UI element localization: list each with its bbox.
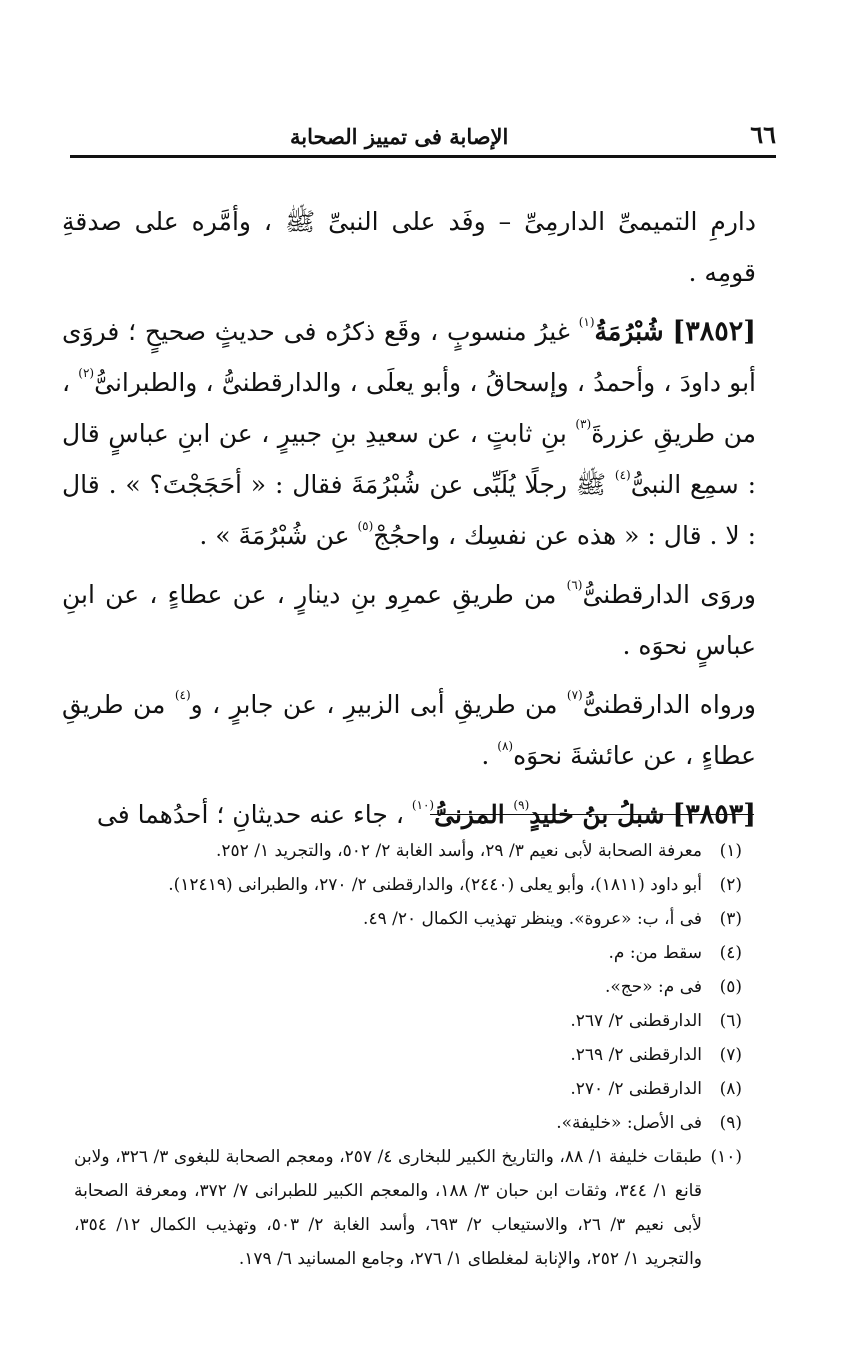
footnote-text: الدارقطنى ٢/ ٢٦٩. (570, 1045, 702, 1065)
footnote (74, 1038, 742, 1072)
footnote (74, 868, 742, 902)
footnote-number: (٨) (719, 1079, 742, 1099)
footnote-text: فى م: «حج». (604, 977, 702, 997)
paragraph-daraqutni-1 (62, 569, 756, 671)
footnote-ref[interactable]: (٩) (513, 798, 530, 812)
entry-text: بنِ ثابتٍ ، عن سعيدِ بنِ جبيرٍ ، عن ابنِ عباسٍ قال : سمِع النبىُّ (62, 419, 756, 499)
footnote-text: فى الأصل: «خليفة». (556, 1113, 702, 1133)
paragraph-text: من طريقِ عمرِو بنِ دينارٍ ، عن عطاءٍ ، عن ابنِ عباسٍ نحوَه . (62, 580, 756, 660)
entry-name: شبلُ بنُ خليدٍ (529, 800, 665, 829)
entry-3852 (62, 306, 756, 561)
footnote-number: (٢) (719, 875, 742, 895)
footnote-number: (٩) (719, 1113, 742, 1133)
footnote-text: معرفة الصحابة لأبى نعيم ٣/ ٢٩، وأسد الغابة ٢/ ٥٠٢، والتجريد ١/ ٢٥٢. (216, 841, 702, 861)
footnote-number: (٤) (719, 943, 742, 963)
footnote-ref[interactable]: (٣) (575, 417, 592, 431)
footnote-number: (١٠) (710, 1147, 742, 1167)
entry-number: [٣٨٥٣] (672, 799, 756, 830)
footnote-ref[interactable]: (٢) (78, 366, 95, 380)
paragraph-daraqutni-2 (62, 679, 756, 781)
footnote-text: سقط من: م. (608, 943, 702, 963)
page-header (70, 118, 776, 158)
footnote-text: فى أ، ب: «عروة». وينظر تهذيب الكمال ٢٠/ ٤٩. (363, 909, 702, 929)
entry-name: شُبْرُمَةُ (594, 317, 664, 346)
footnote-number: (٧) (719, 1045, 742, 1065)
entry-text: عن شُبْرُمَةَ » . (199, 521, 358, 550)
paragraph-continuation: دارمِ التميمىِّ الدارمِىِّ – وفَد على النبىِّ ﷺ ، وأمَّره على صدقةِ قومِه . (62, 207, 756, 287)
footnotes (74, 834, 742, 1276)
entry-text: ﷺ رجلًا يُلَبِّى عن شُبْرُمَةَ فقال : « أحَجَجْتَ؟ » . قال : لا . قال : « هذه عن نفسِك ، واحجُجْ (62, 470, 756, 550)
footnote-number: (١) (719, 841, 742, 861)
paragraph-text: من طريقِ عطاءٍ ، عن عائشةَ نحوَه (62, 690, 756, 770)
entry-name-nisba: المزنىُّ (434, 800, 514, 829)
entry-text: ، جاء عنه حديثانِ ؛ أحدُهما فى (96, 800, 412, 829)
footnote-text: طبقات خليفة ١/ ٨٨، والتاريخ الكبير للبخارى ٤/ ٢٥٧، ومعجم الصحابة للبغوى ٣/ ٣٢٦، ولابن قانع ١/ ٣٤٤، وثقات ابن حبان ٣/ ١٨٨، والمعجم الكبير للطبرانى ٧/ ٣٧٢، ومعرفة الصحابة لأبى نعيم ٣/ ٢٦، والاستيعاب ٢/ ٦٩٣، وأسد الغابة ٢/ ٥٠٣، وتهذيب الكمال ١٢/ ٣٥٤، والتجريد ١/ ٢٥٢، والإنابة لمغلطاى ١/ ٢٧٦، وجامع المسانيد ٦/ ١٧٩. (74, 1147, 702, 1269)
footnote (74, 902, 742, 936)
footnote (74, 970, 742, 1004)
footnote-number: (٥) (719, 977, 742, 997)
footnote-ref[interactable]: (٤) (614, 468, 631, 482)
footnote-text: الدارقطنى ٢/ ٢٦٧. (570, 1011, 702, 1031)
paragraph-text: . (481, 741, 498, 770)
page-number: ٦٦ (750, 120, 776, 149)
entry-text: ، من طريقِ عزرةَ (62, 368, 756, 448)
footnote-ref[interactable]: (١) (578, 315, 595, 329)
footnote-number: (٦) (719, 1011, 742, 1031)
footnote (74, 1140, 742, 1276)
footnote-ref[interactable]: (١٠) (411, 798, 435, 812)
footnote (74, 1106, 742, 1140)
paragraph-text: وروَى الدارقطنىُّ (582, 580, 756, 609)
main-text (62, 196, 756, 840)
footnote-text: الدارقطنى ٢/ ٢٧٠. (570, 1079, 702, 1099)
footnote (74, 1072, 742, 1106)
footnote-ref[interactable]: (٥) (357, 519, 374, 533)
paragraph-text: من طريقِ أبى الزبيرِ ، عن جابرٍ ، و (190, 690, 567, 719)
footnote-number: (٣) (719, 909, 742, 929)
footnote-ref[interactable]: (٧) (566, 688, 583, 702)
footnote-text: أبو داود (١٨١١)، وأبو يعلى (٢٤٤٠)، والدارقطنى ٢/ ٢٧٠، والطبرانى (١٢٤١٩). (168, 875, 702, 895)
paragraph-text: ورواه الدارقطنىُّ (582, 690, 756, 719)
entry-text: غيرُ منسوبٍ ، وقَع ذكرُه فى حديثٍ صحيحٍ ؛ فروَى أبو داودَ ، وأحمدُ ، وإسحاقُ ، وأبو يعلَى ، والدارقطنىُّ ، والطبرانىُّ (62, 317, 757, 397)
entry-number: [٣٨٥٢] (672, 316, 756, 347)
running-title: الإصابة فى تمييز الصحابة (290, 124, 509, 149)
footnote-separator (430, 814, 754, 815)
footnote (74, 1004, 742, 1038)
footnote-ref[interactable]: (٤) (174, 688, 191, 702)
footnote-ref[interactable]: (٨) (497, 739, 514, 753)
footnote (74, 834, 742, 868)
footnote-ref[interactable]: (٦) (566, 578, 583, 592)
footnote (74, 936, 742, 970)
